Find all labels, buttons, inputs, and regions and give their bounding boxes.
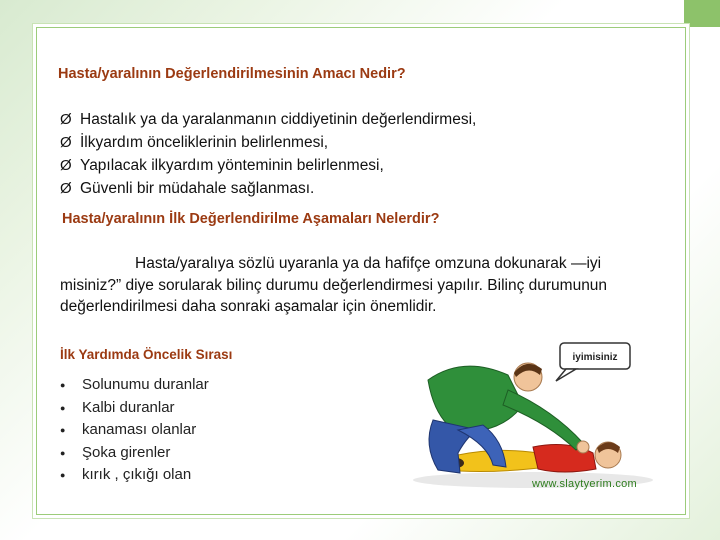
dot-bullet-icon: ●	[60, 402, 66, 413]
dot-bullet-icon: ●	[60, 447, 66, 458]
heading-purpose: Hasta/yaralının Değerlendirilmesinin Amacı Nedir?	[58, 66, 406, 82]
list-item: Ø Yapılacak ilkyardım yönteminin belirlenmesi,	[60, 154, 476, 177]
first-aid-illustration-icon	[388, 335, 658, 490]
dot-bullet-icon: ●	[60, 425, 66, 435]
speech-bubble-text: iyimisiniz	[572, 352, 618, 363]
list-item: ● Kalbi duranlar	[60, 397, 209, 420]
list-item: ● kırık , çıkığı olan	[60, 464, 209, 487]
arrow-bullet-icon: Ø	[60, 134, 72, 151]
list-item: Ø İlkyardım önceliklerinin belirlenmesi,	[60, 131, 476, 154]
arrow-bullet-icon: Ø	[60, 111, 72, 128]
list-item: ● Solunumu duranlar	[60, 374, 209, 397]
website-credit: www.slaytyerim.com	[532, 478, 638, 490]
arrow-bullet-icon: Ø	[60, 180, 72, 197]
goals-list	[60, 108, 476, 200]
priority-list	[60, 374, 209, 487]
dot-bullet-icon: ●	[60, 470, 66, 480]
heading-priority-order: İlk Yardımda Öncelik Sırası	[60, 347, 233, 362]
list-item: ● kanaması olanlar	[60, 419, 209, 442]
list-item: Ø Güvenli bir müdahale sağlanması.	[60, 177, 476, 200]
arrow-bullet-icon: Ø	[60, 157, 72, 174]
corner-accent	[684, 0, 720, 27]
heading-assessment-steps: Hasta/yaralının İlk Değerlendirilme Aşamaları Nelerdir?	[62, 211, 440, 227]
dot-bullet-icon: ●	[60, 380, 66, 390]
list-item: ● Şoka girenler	[60, 442, 209, 465]
assessment-paragraph: Hasta/yaralıya sözlü uyaranla ya da hafifçe omzuna dokunarak —iyi misiniz?” diye sorularak bilinç durumu değerlendirmesi yapılır. Bilinç durumunun değerlendirilmesi daha sonraki aşamalar için önemlidir.	[60, 255, 608, 315]
list-item: Ø Hastalık ya da yaralanmanın ciddiyetinin değerlendirmesi,	[60, 108, 476, 131]
